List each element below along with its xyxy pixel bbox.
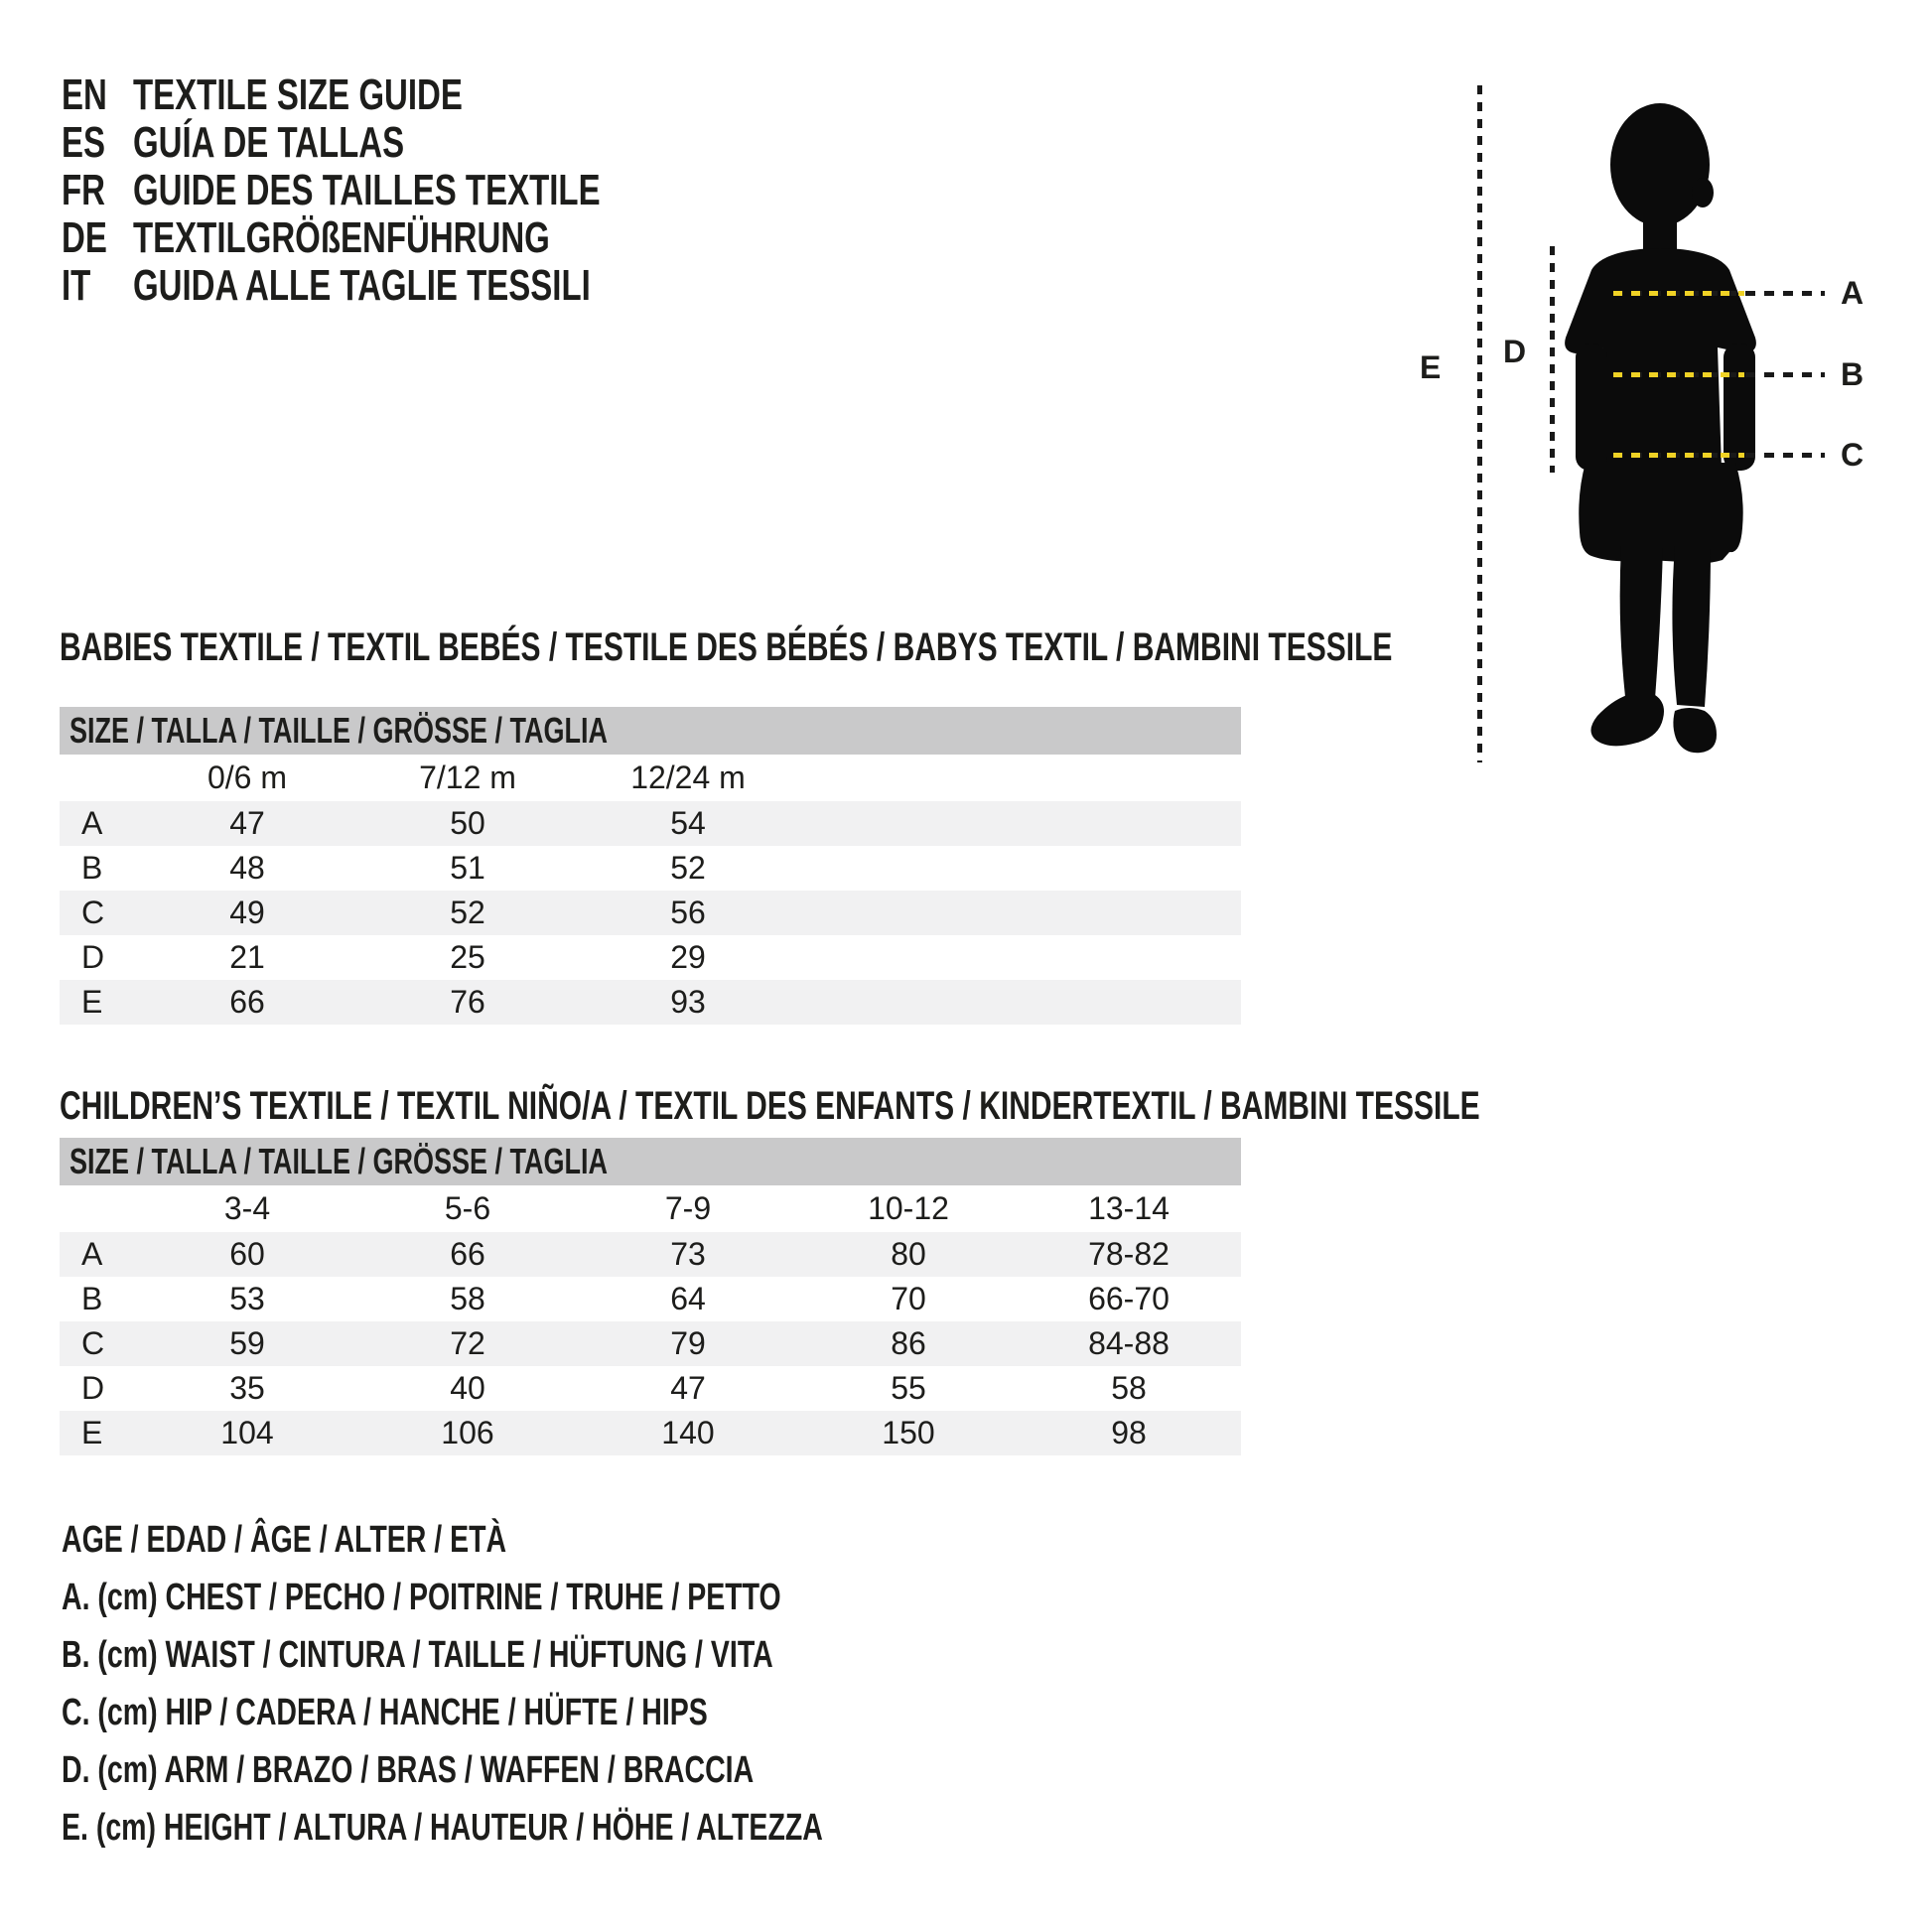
column-header: 5-6: [444, 1190, 491, 1226]
cell-value: 40: [450, 1370, 485, 1406]
lang-code: ES: [62, 118, 106, 167]
table-row: [60, 1232, 1241, 1277]
babies-section-heading: BABIES TEXTILE / TEXTIL BEBÉS / TESTILE DES BÉBÉS / BABYS TEXTIL / BAMBINI TESSILE: [60, 625, 1393, 669]
lang-title: TEXTILGRÖßENFÜHRUNG: [133, 213, 550, 262]
cell-value: 93: [670, 984, 706, 1020]
cell-value: 80: [891, 1236, 926, 1272]
cell-value: 29: [670, 939, 706, 975]
babies-column-header-row: [60, 755, 1241, 801]
waist-measure-line-b: [1613, 372, 1825, 377]
table-row: [60, 801, 1241, 846]
cell-value: 104: [220, 1415, 274, 1450]
lang-title: GUÍA DE TALLAS: [133, 118, 405, 167]
lang-code: IT: [62, 261, 91, 310]
children-size-header-bar: SIZE / TALLA / TAILLE / GRÖSSE / TAGLIA: [60, 1138, 1241, 1185]
babies-size-header-bar: SIZE / TALLA / TAILLE / GRÖSSE / TAGLIA: [60, 707, 1241, 755]
cell-value: 78-82: [1088, 1236, 1170, 1272]
cell-value: 52: [670, 850, 706, 886]
measure-label-a: A: [1841, 275, 1864, 311]
table-row: [60, 1321, 1241, 1366]
column-header: 13-14: [1088, 1190, 1170, 1226]
hip-measure-line-c: [1613, 453, 1825, 458]
column-header: 3-4: [223, 1190, 271, 1226]
lang-title: GUIDA ALLE TAGLIE TESSILI: [133, 261, 591, 310]
cell-value: 48: [229, 850, 265, 886]
cell-value: 47: [670, 1370, 706, 1406]
cell-value: 49: [229, 895, 265, 930]
cell-value: 58: [1111, 1370, 1147, 1406]
cell-value: 66: [229, 984, 265, 1020]
column-header: 7/12 m: [419, 759, 516, 795]
cell-value: 106: [441, 1415, 494, 1450]
table-row: [60, 846, 1241, 891]
cell-value: 35: [229, 1370, 265, 1406]
chest-measure-line-a-yellow: [1613, 291, 1744, 296]
cell-value: 47: [229, 805, 265, 841]
cell-value: 79: [670, 1325, 706, 1361]
cell-value: 70: [891, 1281, 926, 1316]
cell-value: 52: [450, 895, 485, 930]
legend-hip: C. (cm) HIP / CADERA / HANCHE / HÜFTE / HIPS: [62, 1691, 708, 1733]
row-label: B: [81, 850, 103, 886]
table-row: [60, 891, 1241, 935]
arm-measure-line-d: [1550, 246, 1555, 473]
babies-size-table: [60, 707, 1241, 1025]
cell-value: 55: [891, 1370, 926, 1406]
measurement-legend: [62, 1511, 1076, 1857]
lang-line-fr: [62, 167, 779, 214]
column-header: 0/6 m: [207, 759, 288, 795]
cell-value: 50: [450, 805, 485, 841]
lang-line-en: [62, 71, 779, 119]
legend-arm: D. (cm) ARM / BRAZO / BRAS / WAFFEN / BRACCIA: [62, 1748, 755, 1791]
row-label: E: [81, 1415, 103, 1450]
cell-value: 21: [229, 939, 265, 975]
children-size-table: [60, 1138, 1241, 1455]
cell-value: 53: [229, 1281, 265, 1316]
waist-measure-line-b-yellow: [1613, 372, 1744, 377]
cell-value: 98: [1111, 1415, 1147, 1450]
cell-value: 64: [670, 1281, 706, 1316]
table-row: [60, 980, 1241, 1025]
legend-waist: B. (cm) WAIST / CINTURA / TAILLE / HÜFTUNG / VITA: [62, 1633, 773, 1676]
row-label: A: [81, 1236, 103, 1272]
lang-code: FR: [62, 166, 105, 214]
table-row: [60, 935, 1241, 980]
cell-value: 140: [661, 1415, 715, 1450]
lang-title: TEXTILE SIZE GUIDE: [133, 70, 463, 119]
chest-measure-line-a: [1613, 291, 1825, 296]
column-header: 10-12: [868, 1190, 949, 1226]
lang-title: GUIDE DES TAILLES TEXTILE: [133, 166, 601, 214]
cell-value: 84-88: [1088, 1325, 1170, 1361]
lang-line-es: [62, 119, 779, 167]
measure-label-d: D: [1503, 334, 1527, 369]
lang-line-it: [62, 262, 779, 310]
legend-age: AGE / EDAD / ÂGE / ALTER / ETÀ: [62, 1518, 507, 1561]
lang-line-de: [62, 214, 779, 262]
table-row: [60, 1277, 1241, 1321]
hip-measure-line-c-yellow: [1613, 453, 1744, 458]
table-row: [60, 1411, 1241, 1455]
lang-code: EN: [62, 70, 107, 119]
children-column-header-row: [60, 1185, 1241, 1232]
measure-label-c: C: [1841, 437, 1864, 473]
row-label: A: [81, 805, 103, 841]
cell-value: 59: [229, 1325, 265, 1361]
lang-code: DE: [62, 213, 107, 262]
cell-value: 86: [891, 1325, 926, 1361]
cell-value: 58: [450, 1281, 485, 1316]
row-label: C: [81, 895, 105, 930]
measure-label-b: B: [1841, 356, 1864, 392]
cell-value: 72: [450, 1325, 485, 1361]
language-title-list: [62, 71, 779, 310]
row-label: B: [81, 1281, 103, 1316]
cell-value: 25: [450, 939, 485, 975]
row-label: E: [81, 984, 103, 1020]
column-header: 12/24 m: [630, 759, 746, 795]
cell-value: 66-70: [1088, 1281, 1170, 1316]
cell-value: 150: [882, 1415, 935, 1450]
cell-value: 54: [670, 805, 706, 841]
cell-value: 56: [670, 895, 706, 930]
cell-value: 76: [450, 984, 485, 1020]
cell-value: 51: [450, 850, 485, 886]
row-label: C: [81, 1325, 105, 1361]
column-header: 7-9: [664, 1190, 712, 1226]
legend-chest: A. (cm) CHEST / PECHO / POITRINE / TRUHE / PETTO: [62, 1576, 781, 1618]
legend-height: E. (cm) HEIGHT / ALTURA / HAUTEUR / HÖHE / ALTEZZA: [62, 1806, 823, 1849]
row-label: D: [81, 939, 105, 975]
measure-label-e: E: [1420, 349, 1442, 385]
cell-value: 73: [670, 1236, 706, 1272]
cell-value: 60: [229, 1236, 265, 1272]
children-section-heading: CHILDREN’S TEXTILE / TEXTIL NIÑO/A / TEXTIL DES ENFANTS / KINDERTEXTIL / BAMBINI TESSILE: [60, 1084, 1480, 1128]
row-label: D: [81, 1370, 105, 1406]
cell-value: 66: [450, 1236, 485, 1272]
table-row: [60, 1366, 1241, 1411]
